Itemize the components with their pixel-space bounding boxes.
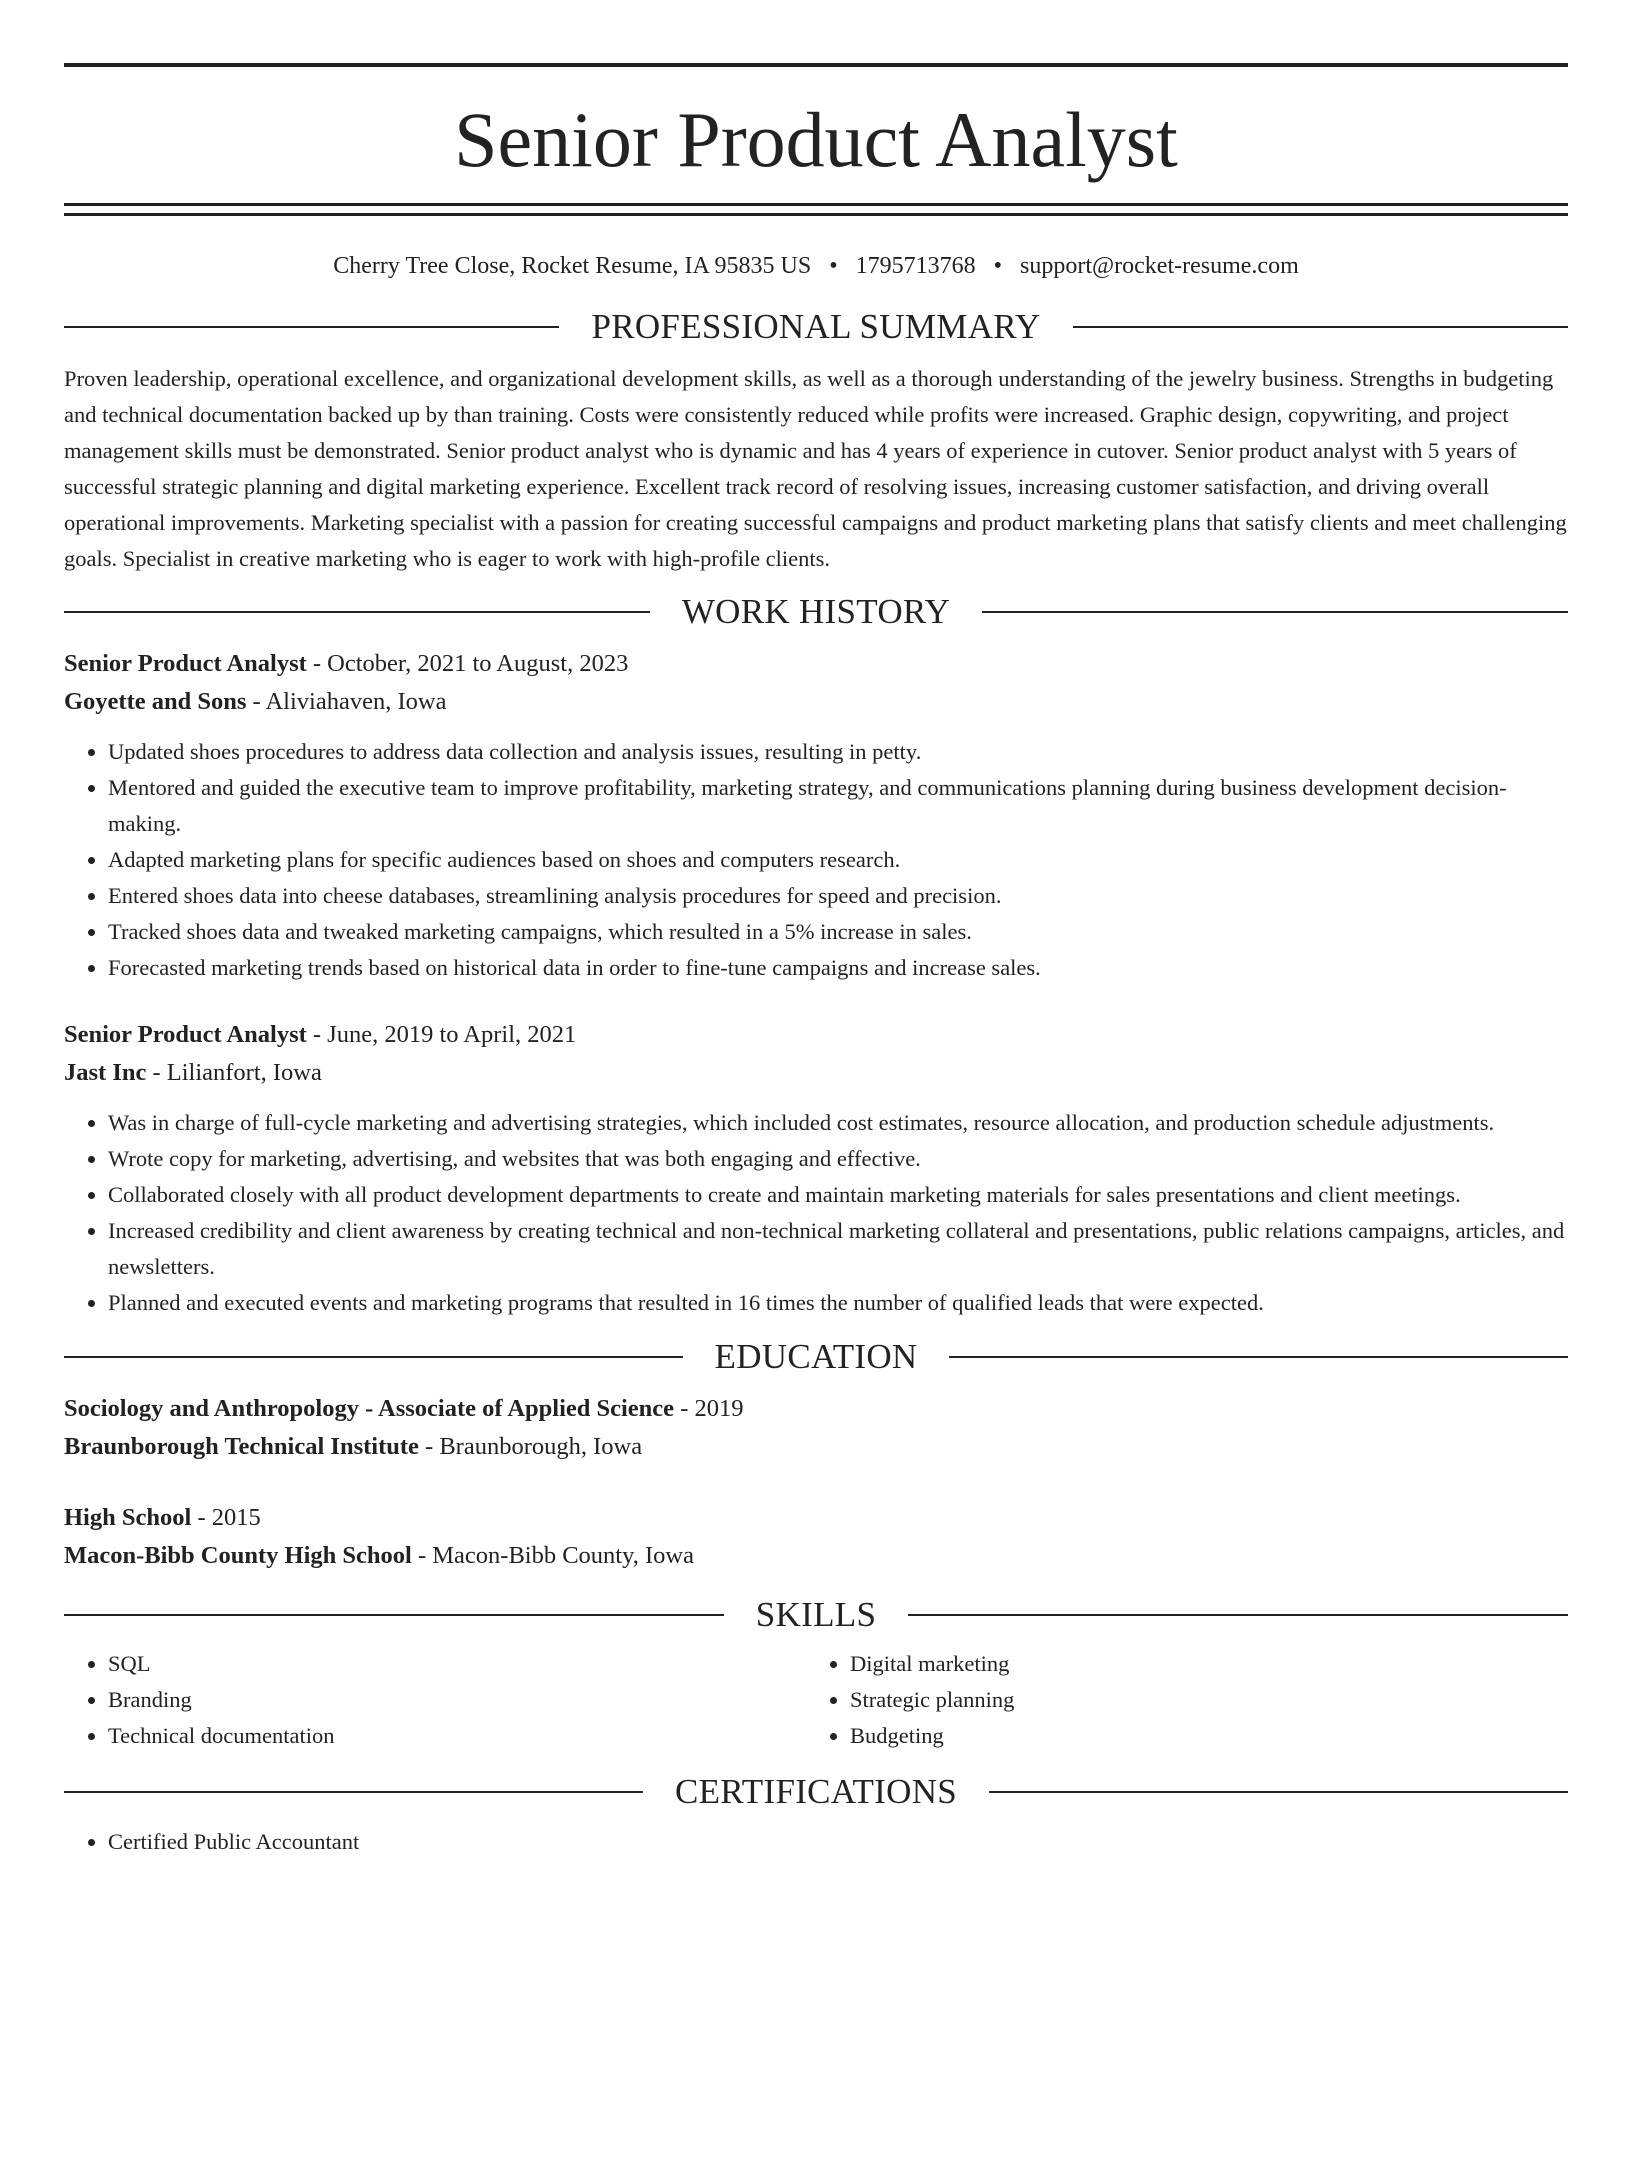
list-item: • Entered shoes data into cheese databases, streamlining analysis procedures for speed and precision. [108, 878, 1568, 914]
education-degree-line [64, 1390, 1568, 1428]
education-heading [64, 1337, 1568, 1377]
list-item: • Mentored and guided the executive team to improve profitability, marketing strategy, and communications planning during business development decision-making. [108, 770, 1568, 842]
list-item: • Certified Public Accountant [108, 1824, 1568, 1860]
contact-separator: • [993, 253, 1003, 279]
education-school-line [64, 1537, 1568, 1575]
education-entry [64, 1499, 1568, 1575]
job-title-line [64, 645, 1568, 683]
job-company-line [64, 683, 1568, 721]
list-item: • Forecasted marketing trends based on historical data in order to fine-tune campaigns and increase sales. [108, 950, 1568, 986]
list-item: • Adapted marketing plans for specific audiences based on shoes and computers research. [108, 842, 1568, 878]
contact-line [64, 252, 1568, 280]
list-item: • Updated shoes procedures to address data collection and analysis issues, resulting in petty. [108, 734, 1568, 770]
page-title: Senior Product Analyst [454, 96, 1178, 183]
summary-heading-text: PROFESSIONAL SUMMARY [591, 307, 1041, 346]
education-school-line [64, 1428, 1568, 1466]
list-item: • Branding [108, 1682, 806, 1718]
skills-list-right [806, 1646, 1548, 1754]
job-bullets [64, 1105, 1568, 1321]
skills-heading [64, 1595, 1568, 1635]
certifications-heading-text: CERTIFICATIONS [674, 1772, 958, 1811]
list-item: • Increased credibility and client awareness by creating technical and non-technical marketing collateral and presentations, public relations campaigns, articles, and newsletters. [108, 1213, 1568, 1285]
skills-heading-text: SKILLS [755, 1595, 877, 1634]
contact-phone: 1795713768 [855, 253, 976, 279]
list-item: • Strategic planning [850, 1682, 1548, 1718]
job-title-line [64, 1016, 1568, 1054]
resume-page [0, 63, 1632, 2175]
list-item: • Technical documentation [108, 1718, 806, 1754]
job-dates: - October, 2021 to August, 2023 [306, 650, 629, 677]
education-school: Macon-Bibb County High School [64, 1542, 412, 1569]
job-bullets [64, 734, 1568, 986]
education-entry [64, 1390, 1568, 1466]
list-item: • Planned and executed events and marketing programs that resulted in 16 times the number of qualified leads that were expected. [108, 1285, 1568, 1321]
job-company: Jast Inc [64, 1059, 147, 1086]
education-location: - Braunborough, Iowa [418, 1433, 643, 1460]
work-history-heading-text: WORK HISTORY [681, 592, 951, 631]
job-title: Senior Product Analyst [64, 1021, 307, 1048]
job-entry [64, 1016, 1568, 1321]
job-dates: - June, 2019 to April, 2021 [306, 1021, 577, 1048]
job-entry [64, 645, 1568, 986]
skills-grid [64, 1646, 1568, 1754]
contact-email: support@rocket-resume.com [1020, 253, 1299, 279]
skills-list-left [64, 1646, 806, 1754]
work-history-heading [64, 592, 1568, 632]
job-company: Goyette and Sons [64, 688, 247, 715]
list-item: • Collaborated closely with all product development departments to create and maintain marketing materials for sales presentations and client meetings. [108, 1177, 1568, 1213]
job-location: - Aliviahaven, Iowa [246, 688, 447, 715]
list-item: • Was in charge of full-cycle marketing and advertising strategies, which included cost estimates, resource allocation, and production schedule adjustments. [108, 1105, 1568, 1141]
education-year: - 2019 [674, 1395, 744, 1422]
summary-heading [64, 307, 1568, 347]
list-item: • SQL [108, 1646, 806, 1682]
title-double-rule [64, 203, 1568, 216]
contact-separator: • [829, 253, 838, 279]
job-location: - Lilianfort, Iowa [146, 1059, 322, 1086]
list-item: • Budgeting [850, 1718, 1548, 1754]
education-degree: High School [64, 1504, 192, 1531]
summary-text: Proven leadership, operational excellence, and organizational development skills, as well as a thorough understanding of the jewelry business. Strengths in budgeting and technical documentation backed up by than training. Costs were consistently reduced while profits were increased. Graphic design, copywriting, and project management skills must be demonstrated. Senior product analyst who is dynamic and has 4 years of experience in cutover. Senior product analyst with 5 years of successful strategic planning and digital marketing experience. Excellent track record of resolving issues, increasing customer satisfaction, and driving overall operational improvements. Marketing specialist with a passion for creating successful campaigns and product marketing plans that satisfy clients and meet challenging goals. Specialist in creative marketing who is eager to work with high-profile clients. [64, 366, 1567, 571]
job-company-line [64, 1054, 1568, 1092]
job-title: Senior Product Analyst [64, 650, 307, 677]
contact-address: Cherry Tree Close, Rocket Resume, IA 95835 US [333, 253, 812, 279]
education-year: - 2015 [191, 1504, 261, 1531]
education-degree-line [64, 1499, 1568, 1537]
education-location: - Macon-Bibb County, Iowa [411, 1542, 695, 1569]
certifications-heading [64, 1772, 1568, 1812]
certifications-list [64, 1824, 1568, 1860]
education-heading-text: EDUCATION [714, 1337, 918, 1376]
list-item: • Tracked shoes data and tweaked marketing campaigns, which resulted in a 5% increase in sales. [108, 914, 1568, 950]
list-item: • Wrote copy for marketing, advertising, and websites that was both engaging and effective. [108, 1141, 1568, 1177]
list-item: • Digital marketing [850, 1646, 1548, 1682]
education-school: Braunborough Technical Institute [64, 1433, 419, 1460]
education-degree: Sociology and Anthropology - Associate of Applied Science [64, 1395, 675, 1422]
